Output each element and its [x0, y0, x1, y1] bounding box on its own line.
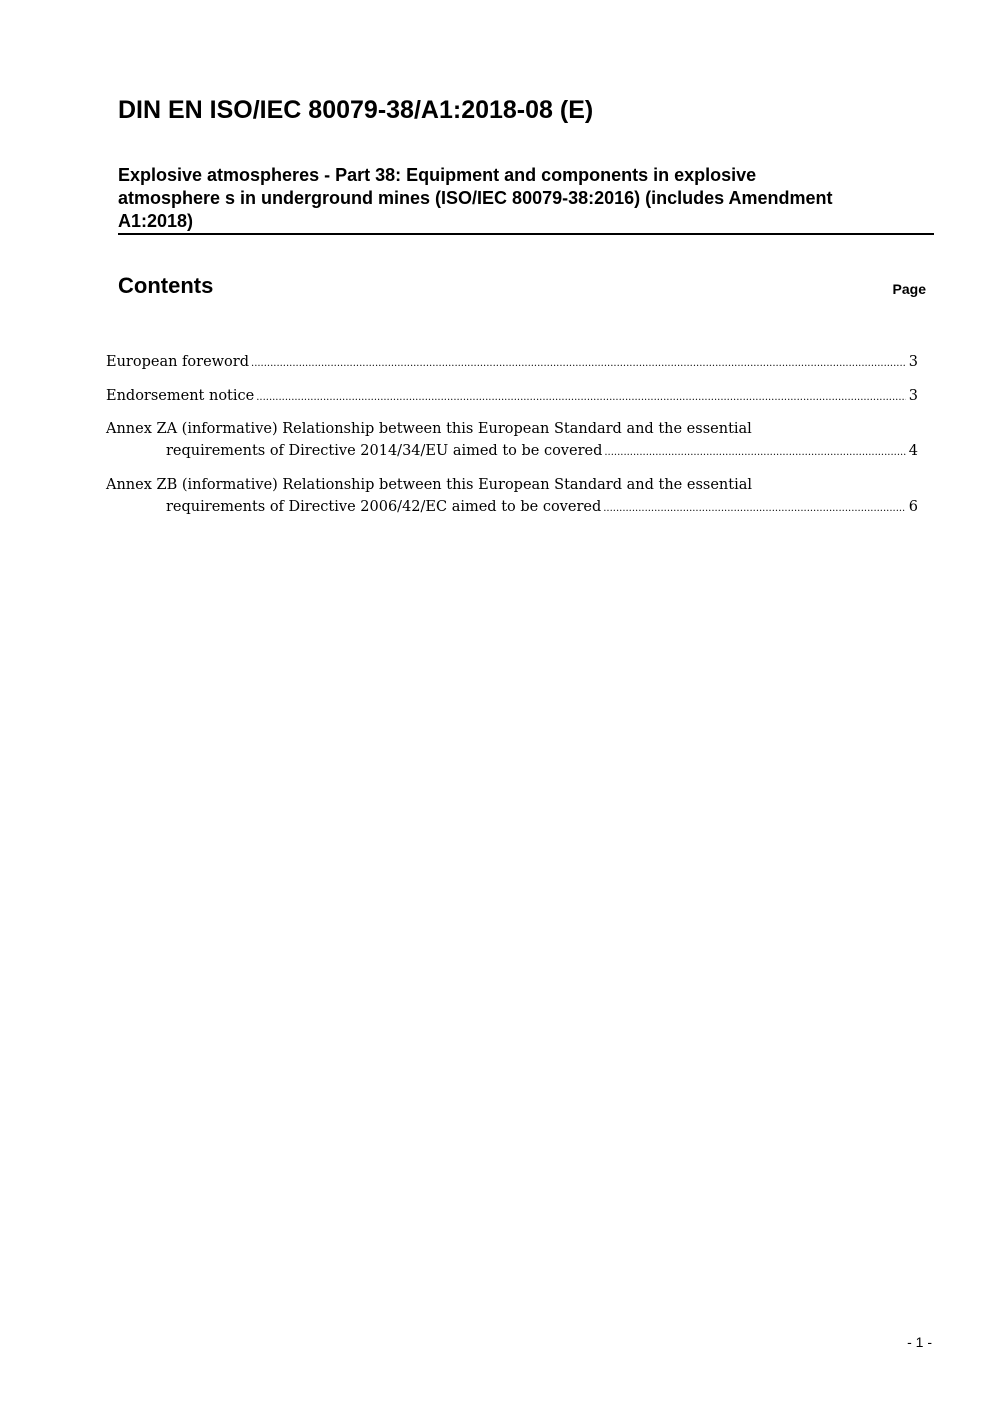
toc-entry-title-continued[interactable]: requirements of Directive 2006/42/EC aimed to be covered	[166, 498, 602, 515]
document-title-line-3: A1:2018)	[118, 211, 194, 231]
document-id: DIN EN ISO/IEC 80079-38/A1:2018-08 (E)	[118, 96, 594, 124]
toc-entry-title[interactable]: European foreword	[106, 354, 250, 370]
toc-entry-title[interactable]: Endorsement notice	[106, 387, 255, 404]
toc-entry-page[interactable]: 6	[908, 498, 918, 515]
toc-entry-page[interactable]: 4	[908, 443, 918, 459]
toc-dot-leader	[251, 353, 906, 375]
toc-dot-leader	[604, 442, 905, 464]
toc-entry-page[interactable]: 3	[908, 387, 918, 404]
document-title	[118, 164, 933, 233]
toc-entry-title-continued[interactable]: requirements of Directive 2014/34/EU aimed to be covered	[166, 443, 603, 459]
toc-entry-title[interactable]: Annex ZA (informative) Relationship between this European Standard and the essential	[106, 421, 752, 437]
table-of-contents	[106, 351, 918, 529]
toc-entry-annex-za[interactable]	[106, 418, 918, 464]
toc-entry-title[interactable]: Annex ZB (informative) Relationship between this European Standard and the essential	[106, 476, 752, 493]
page-column-label: Page	[892, 281, 926, 297]
toc-entry-page[interactable]: 3	[908, 354, 918, 370]
document-title-line-1: Explosive atmospheres - Part 38: Equipment and components in explosive	[118, 165, 757, 185]
toc-entry-endorsement-notice[interactable]	[106, 385, 918, 409]
toc-entry-european-foreword[interactable]	[106, 351, 918, 375]
page-number: - 1 -	[907, 1334, 932, 1350]
contents-heading: Contents	[118, 273, 214, 298]
title-divider	[118, 233, 934, 235]
toc-dot-leader	[256, 387, 906, 409]
document-title-line-2: atmosphere s in underground mines (ISO/IEC 80079-38:2016) (includes Amendment	[118, 188, 833, 208]
toc-entry-annex-zb[interactable]	[106, 474, 918, 520]
toc-dot-leader	[603, 498, 906, 520]
